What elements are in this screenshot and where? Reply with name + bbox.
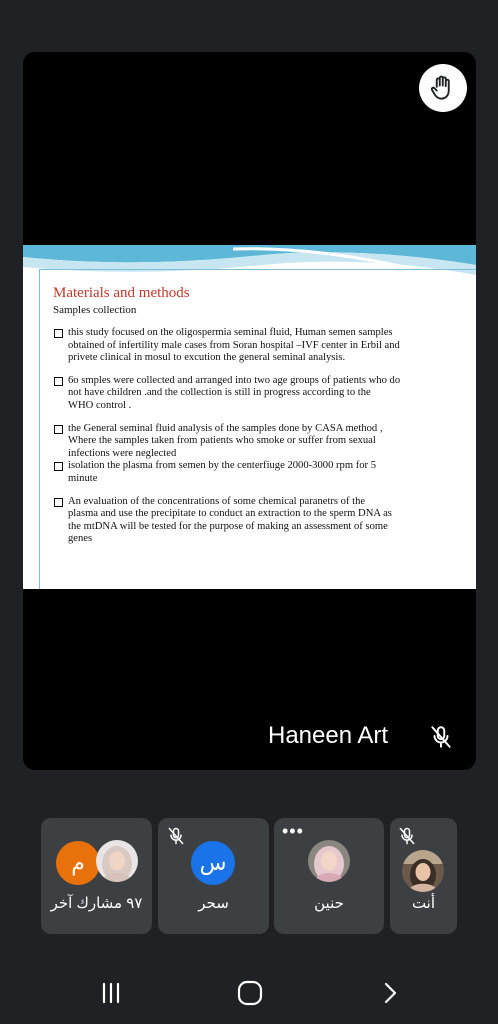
recent-apps-button[interactable] bbox=[91, 978, 131, 1008]
slide-subtitle: Samples collection bbox=[53, 304, 137, 316]
bullet-item: isolation the plasma from semen by the centerfiuge 2000-3000 rpm for 5 minute bbox=[53, 460, 476, 485]
participant-letter-avatar: م bbox=[56, 841, 100, 885]
bullet-item: An evaluation of the concentrations of some chemical paranetrs of the plasma and use the precipitate to conduct an extraction to the sperm DNA as the mtDNA will be tested for the purpose of making an assessment of some genes bbox=[53, 496, 476, 546]
main-video-stage[interactable] bbox=[23, 52, 476, 770]
slide-bullet-list bbox=[53, 327, 476, 556]
system-navigation-bar bbox=[0, 960, 498, 1024]
participant-name: حنين bbox=[314, 895, 344, 912]
raise-hand-button[interactable] bbox=[419, 64, 467, 112]
participant-tile-sahar[interactable] bbox=[158, 818, 269, 934]
bullet-item: 6o smples were collected and arranged into two age groups of patients who do not have children .and the collection is still in progress according to the WHO control . bbox=[53, 375, 476, 413]
mic-off-icon bbox=[397, 826, 417, 846]
back-icon bbox=[380, 981, 400, 1005]
mic-off-icon bbox=[166, 826, 186, 846]
slide-title: Materials and methods bbox=[53, 285, 190, 301]
avatar bbox=[308, 840, 350, 882]
participant-tile-others[interactable] bbox=[41, 818, 152, 934]
home-button[interactable] bbox=[230, 978, 270, 1008]
participant-letter-avatar: س bbox=[191, 841, 235, 885]
participant-name: ٩٧ مشارك آخر bbox=[50, 895, 143, 912]
participant-tile-haneen[interactable] bbox=[274, 818, 384, 934]
bullet-item: the General seminal fluid analysis of the samples done by CASA method , Where the samples taken from patients who smoke or suffer from sexual infections were neglected bbox=[53, 423, 476, 461]
recent-apps-icon bbox=[99, 982, 123, 1004]
more-options-icon[interactable]: ••• bbox=[282, 821, 304, 841]
avatar bbox=[96, 840, 138, 882]
speaker-name: Haneen Art bbox=[268, 722, 389, 749]
participant-tile-you[interactable] bbox=[390, 818, 457, 934]
shared-slide bbox=[23, 245, 476, 589]
home-icon bbox=[236, 979, 264, 1007]
back-button[interactable] bbox=[370, 978, 410, 1008]
participant-name: سحر bbox=[198, 895, 229, 912]
participant-name: أنت bbox=[411, 895, 436, 912]
avatar bbox=[402, 850, 444, 892]
raise-hand-icon bbox=[428, 73, 458, 103]
mic-off-icon bbox=[428, 724, 454, 750]
bullet-item: this study focused on the oligospermia seminal fluid, Human semen samples obtained of infertility male cases from Soran hospital –IVF center in Erbil and privete clinical in mosul to excution the general seminal analysis. bbox=[53, 327, 476, 365]
